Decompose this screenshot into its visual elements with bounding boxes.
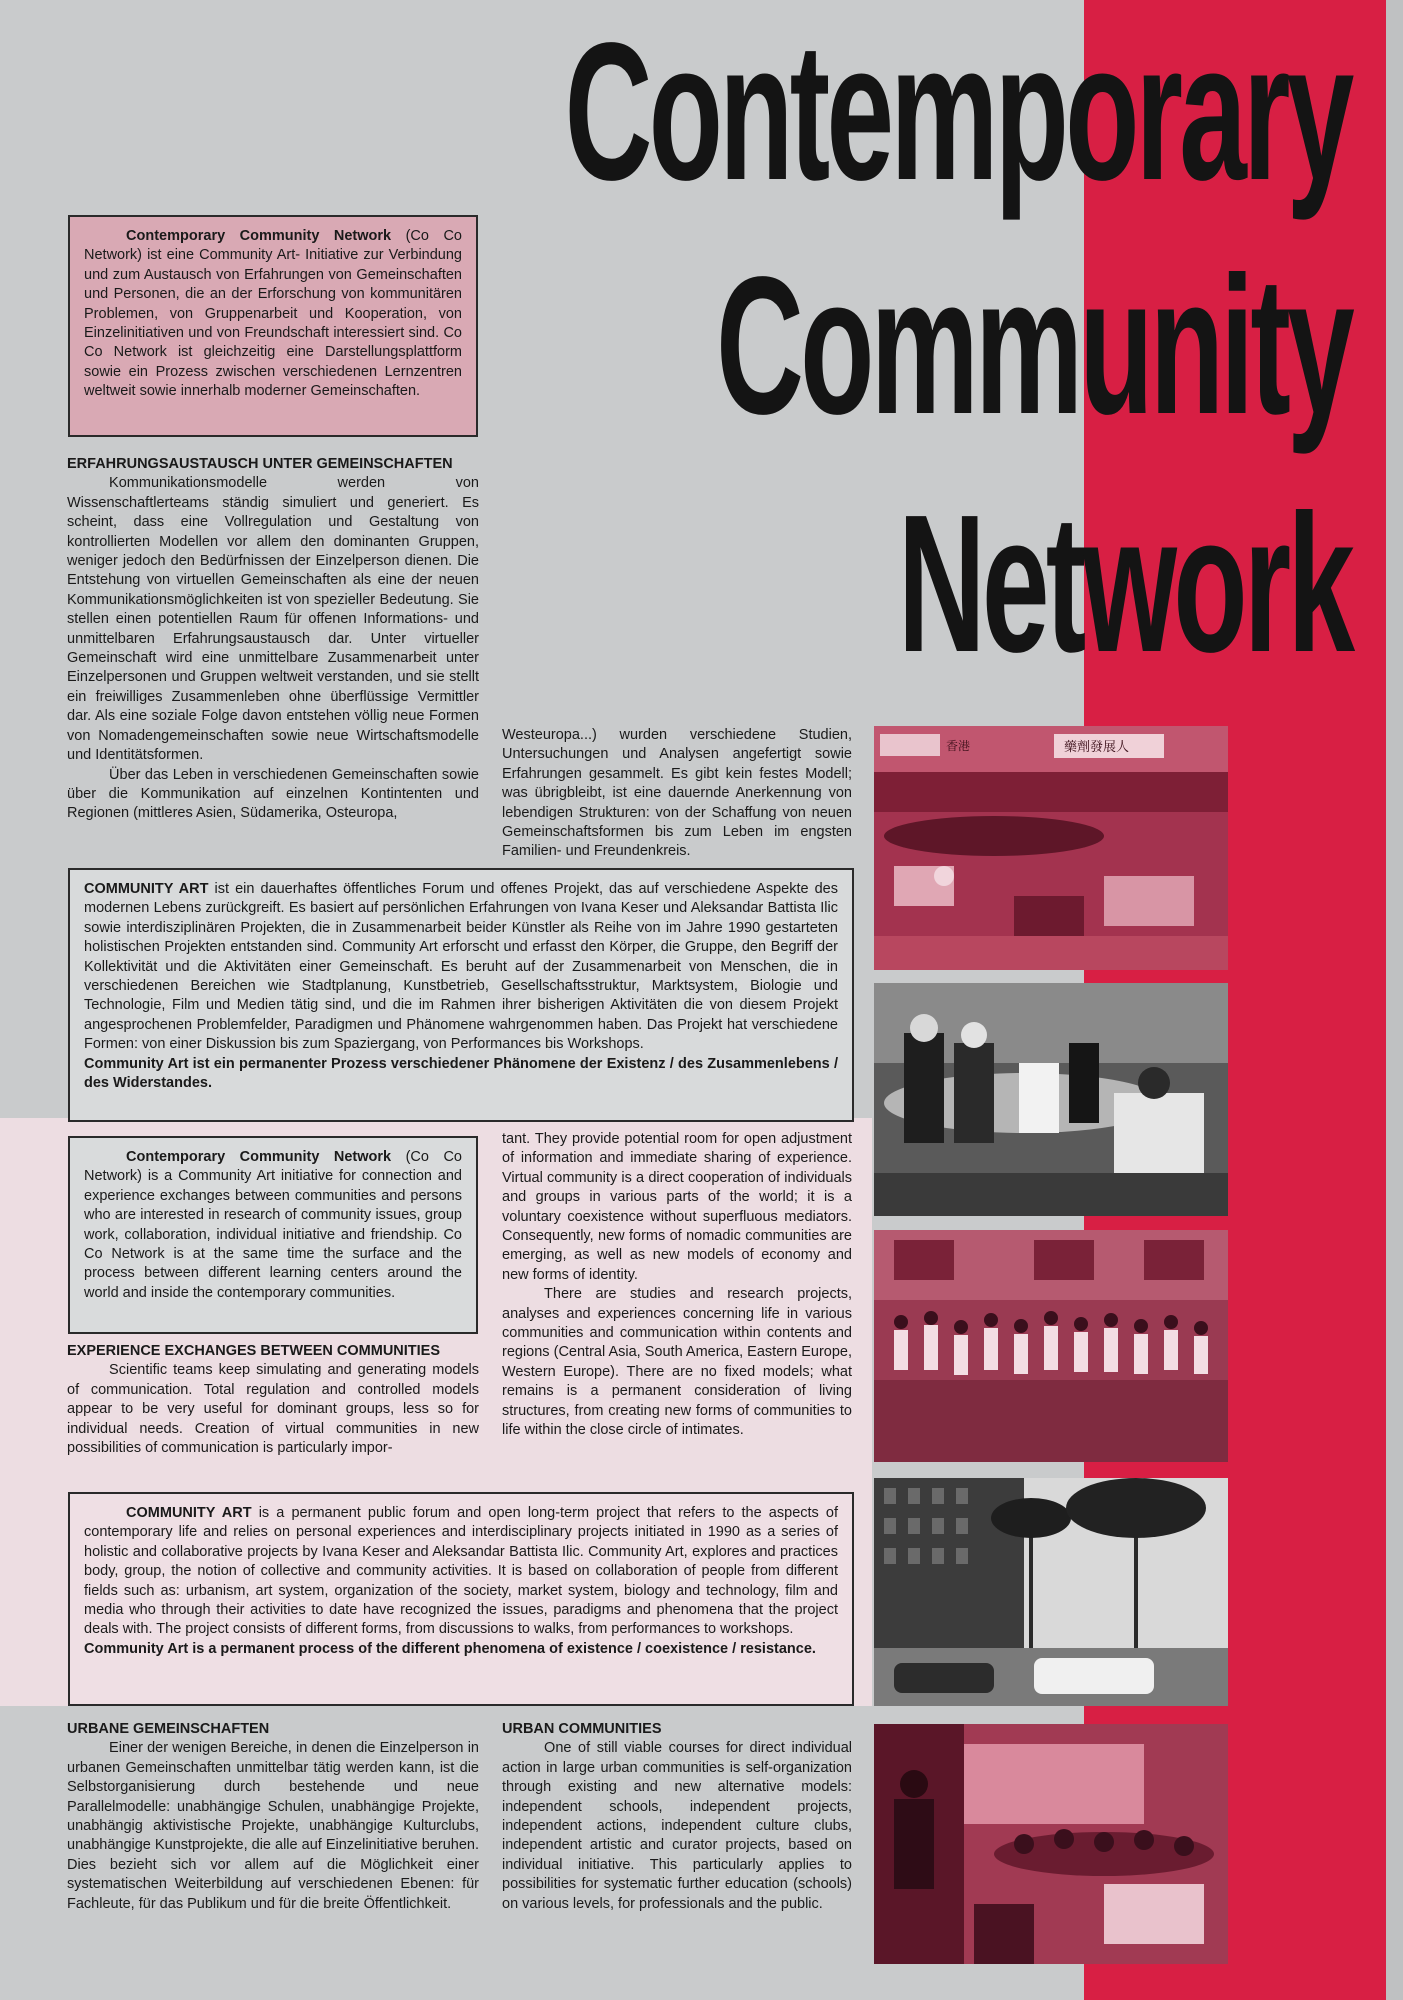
photo-city-street xyxy=(874,1478,1228,1706)
paragraph: Westeuropa...) wurden verschiedene Studien, Untersuchungen und Analysen angefertigt sowie Erfahrungen gesammelt. Es gibt kein festes Modell; was übrigbleibt, ist eine dauernde Anerkennung von lebendigen Strukturen: von der Schaffung von neuen Gemeinschaftsformen bis zum Leben im engsten Familien- und Freundenkreis. xyxy=(502,727,852,860)
paragraph: Kommunikationsmodelle werden von Wissenschaftlerteams ständig simuliert und generiert. Es scheint, dass eine Vollregulation und Gestaltung von kontrollierten Modellen vor allem den dominanten Gruppen, weniger jedoch den Bedürfnissen der Einzelperson dienen. Die Entstehung von virtuellen Gemeinschaften als eine der neuen Kommunikationsmöglichkeiten ist von spezieller Bedeutung. Sie stellen einen potentiellen Raum für offenen Informations- und unmittelbaren Erfahrungsaustausch dar. Unter virtueller Gemeinschaft wird eine unmittelbare Zusammenarbeit unter Einzelpersonen und Gruppen weltweit verstanden, und sie stellt ein freiwilliges Zusammenleben ohne überflüssige Vermittler dar. Als eine soziale Folge davon entstehen völlig neue Formen von Nomadengemeinschaften sowie neue Wirtschaftsmodelle und Identitätsformen. xyxy=(67,475,479,764)
section-erfahrungsaustausch xyxy=(67,455,479,824)
indoor-gathering-illustration xyxy=(874,1724,1228,1964)
intro-de-text: (Co Co Network) ist eine Community Art- Initiative zur Verbindung und zum Austausch von Erfahrungen von Gemeinschaften und Personen, die an der Erforschung von kommunitären Problemen, von Gruppenarbeit und Kooperation, von Einzelinitiativen und von Freundschaft interessiert sind. Co Co Network ist gleichzeitig eine Darstellungsplattform sowie ein Prozess zwischen verschiedenen Lernzentren weltweit sowie innerhalb moderner Gemeinschaften. xyxy=(84,228,462,400)
community-art-en-text: is a permanent public forum and open long-term project that refers to the aspects of contemporary life and relies on personal experiences and interdisciplinary projects initiated in 1990 as a series of holistic and collaborative projects by Ivana Keser and Aleksandar Battista Ilic. Community Art, explores and practices body, group, the notion of collective and community activities. It is based on collaboration of people from different fields such as: urbanism, art system, organization of the society, market system, biology and technology, film and media who through their activities to date have recognized the issues, paradigms and phenomena that the project deals with. The project consists of different forms, from discussions to walks, from performances to workshops. xyxy=(84,1505,838,1638)
paragraph: tant. They provide potential room for open adjustment of information and immediate sharing of experience. Virtual community is a direct cooperation of individuals and groups in various parts of the world; it is a voluntary coexistence without superfluous mediators. Consequently, new forms of nomadic communities are emerging, as well as new models of economy and new forms of identity. xyxy=(502,1131,852,1283)
photo-street-market xyxy=(874,726,1228,970)
section-heading: EXPERIENCE EXCHANGES BETWEEN COMMUNITIES xyxy=(67,1343,441,1359)
photo-indoor-gathering xyxy=(874,1724,1228,1964)
section-urbane-gemeinschaften xyxy=(67,1720,479,1914)
community-art-box-english xyxy=(68,1492,854,1706)
paragraph: There are studies and research projects, analyses and experiences concerning life in various communities and communication within contents and regions (Central Asia, South America, Eastern Europe, Western Europe). There are no fixed models; what remains is a permanent consideration of living structures, from creating new forms of communities to life within the close circle of intimates. xyxy=(502,1286,852,1439)
community-art-en-lead: COMMUNITY ART xyxy=(126,1505,252,1521)
intro-box-german xyxy=(68,215,478,437)
market-sign-left: 香港 xyxy=(946,739,971,753)
section-heading: ERFAHRUNGSAUSTAUSCH UNTER GEMEINSCHAFTEN xyxy=(67,456,453,472)
headline-line-1: Contemporary xyxy=(565,2,1351,221)
community-art-de-text: ist ein dauerhaftes öffentliches Forum und offenes Projekt, das auf verschiedene Aspekte des modernen Lebens zurückgreift. Es basiert auf persönlichen Erfahrungen von Ivana Keser und Aleksandar Battista Ilic sowie interdisziplinären Projekten, die in Zusammenarbeit beider Künstler als Reihe von im Jahre 1990 gestarteten holistischen Projekten entstanden sind. Community Art erforscht und erfasst den Körper, die Gruppe, den Begriff der Kollektivität und die Aktivitäten einer Gemeinschaft. Es beruht auf der Zusammenarbeit von Menschen, die in verschiedenen Bereichen wie Stadtplanung, Kunstbetrieb, Gesellschaftsstruktur, Marktsystem, Biologie und Technologie, Film und Medien tätig sind, und die im Rahmen ihrer bisherigen Aktivitäten die von diesem Projekt angesprochenen Problemfelder, Paradigmen und Phänomene wahrgenommen haben. Das Projekt hat verschiedene Formen: von einer Diskussion bis zum Spaziergang, von Performances bis Workshops. xyxy=(84,881,838,1053)
market-sign-right: 藥劑發展人 xyxy=(1064,740,1130,755)
street-market-illustration xyxy=(874,726,1228,970)
paragraph: Einer der wenigen Bereiche, in denen die Einzelperson in urbanen Gemeinschaften unmittelbar tätig werden kann, ist die Selbstorganisierung durch bestehende und neue Parallelmodelle: unabhängige Schulen, unabhängige Projekte, unabhängig aktivistische Projekte, unabhängige Kulturclubs, unabhängige Kunstprojekte, die alle auf Einzelinitiative beruhen. Dies bezieht sich vor allem auf die Möglichkeit einer systematischen Weiterbildung auf verschiedenen Ebenen: für Fachleute, für das Publikum und für die breite Öffentlichkeit. xyxy=(67,1740,479,1912)
community-art-en-statement: Community Art is a permanent process of the different phenomena of existence / coexistence / resistance. xyxy=(84,1640,816,1657)
section-heading: URBAN COMMUNITIES xyxy=(502,1721,662,1737)
paragraph: One of still viable courses for direct individual action in large urban communities is self-organization through existing and new alternative models: independent schools, independent projects, independent actions, independent culture clubs, independent artistic and curator projects, based on individual initiative. This particularly applies to possibilities for systematic further education (schools) on various levels, for professionals and the public. xyxy=(502,1740,852,1912)
intro-box-english xyxy=(68,1136,478,1334)
intro-en-text: (Co Co Network) is a Community Art initiative for connection and experience exchanges between communities and persons who are interested in research of community issues, group work, collaboration, individual initiative and friendship. Co Co Network is at the same time the surface and the process between different learning centers around the world and inside the contemporary communities. xyxy=(84,1149,462,1301)
photo-children-group xyxy=(874,1230,1228,1462)
photo-group-in-park xyxy=(874,983,1228,1216)
intro-en-lead: Contemporary Community Network xyxy=(126,1149,392,1165)
right-margin-strip xyxy=(1386,0,1403,2000)
park-group-illustration xyxy=(874,983,1228,1216)
section-urban-communities xyxy=(502,1720,852,1914)
paragraph: Über das Leben in verschiedenen Gemeinschaften sowie über die Kommunikation auf einzelnen Kontintenten und Regionen (mittleres Asien, Südamerika, Osteuropa, xyxy=(67,766,479,822)
section-experience-exchanges-continued xyxy=(502,1130,852,1441)
children-group-illustration xyxy=(874,1230,1228,1462)
paragraph: Scientific teams keep simulating and generating models of communication. Total regulation and controlled models appear to be very useful for dominant groups, less so for individual needs. Creation of virtual communities in new possibilities of communication is particularly impor- xyxy=(67,1362,479,1457)
community-art-box-german xyxy=(68,868,854,1122)
community-art-de-statement: Community Art ist ein permanenter Prozess verschiedener Phänomene der Existenz / des Zusammenlebens / des Widerstandes. xyxy=(84,1055,838,1092)
section-experience-exchanges xyxy=(67,1342,479,1458)
section-erfahrungsaustausch-continued xyxy=(502,726,852,862)
community-art-de-lead: COMMUNITY ART xyxy=(84,881,209,897)
headline-line-2: Community xyxy=(716,236,1351,455)
section-heading: URBANE GEMEINSCHAFTEN xyxy=(67,1721,270,1737)
headline-line-3: Network xyxy=(897,474,1351,693)
intro-de-lead: Contemporary Community Network xyxy=(126,228,392,244)
city-street-illustration xyxy=(874,1478,1228,1706)
